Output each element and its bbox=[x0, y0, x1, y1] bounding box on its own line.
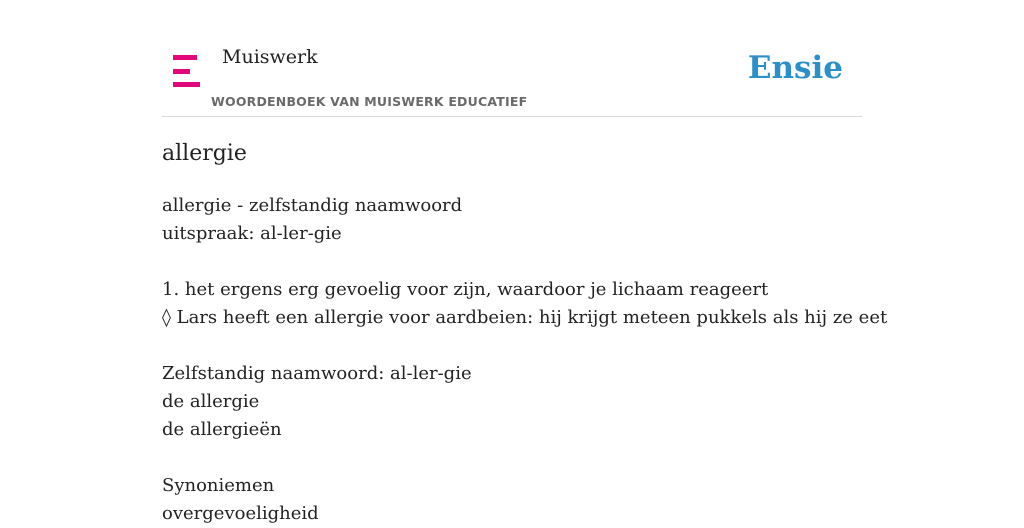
definition-line: 1. het ergens erg gevoelig voor zijn, waardoor je lichaam reageert bbox=[162, 279, 769, 300]
synonym-item[interactable]: overgevoeligheid bbox=[162, 503, 319, 524]
entry-content bbox=[162, 138, 888, 528]
logo-bar-bottom bbox=[173, 82, 200, 87]
site-subtitle: WOORDENBOEK VAN MUISWERK EDUCATIEF bbox=[211, 94, 528, 109]
example-line: ◊ Lars heeft een allergie voor aardbeien: hij krijgt meteen pukkels als hij ze eet bbox=[162, 307, 888, 328]
entry-body bbox=[162, 192, 888, 528]
headword-line: allergie - zelfstandig naamwoord bbox=[162, 195, 463, 216]
logo-bar-middle bbox=[173, 69, 190, 74]
grammar-heading: Zelfstandig naamwoord: al-ler-gie bbox=[162, 363, 472, 384]
site-name[interactable]: Muiswerk bbox=[222, 46, 318, 68]
plural-form: de allergieën bbox=[162, 419, 282, 440]
pronunciation-line: uitspraak: al-ler-gie bbox=[162, 223, 342, 244]
synonyms-heading: Synoniemen bbox=[162, 475, 275, 496]
singular-form: de allergie bbox=[162, 391, 260, 412]
spacer bbox=[162, 332, 862, 360]
ensie-brand-link[interactable]: Ensie bbox=[747, 50, 843, 86]
spacer bbox=[162, 248, 862, 276]
muiswerk-logo-icon[interactable] bbox=[173, 55, 201, 89]
site-header bbox=[162, 0, 862, 117]
spacer bbox=[162, 444, 862, 472]
logo-bar-top bbox=[173, 55, 197, 60]
page-title: allergie bbox=[162, 141, 247, 166]
